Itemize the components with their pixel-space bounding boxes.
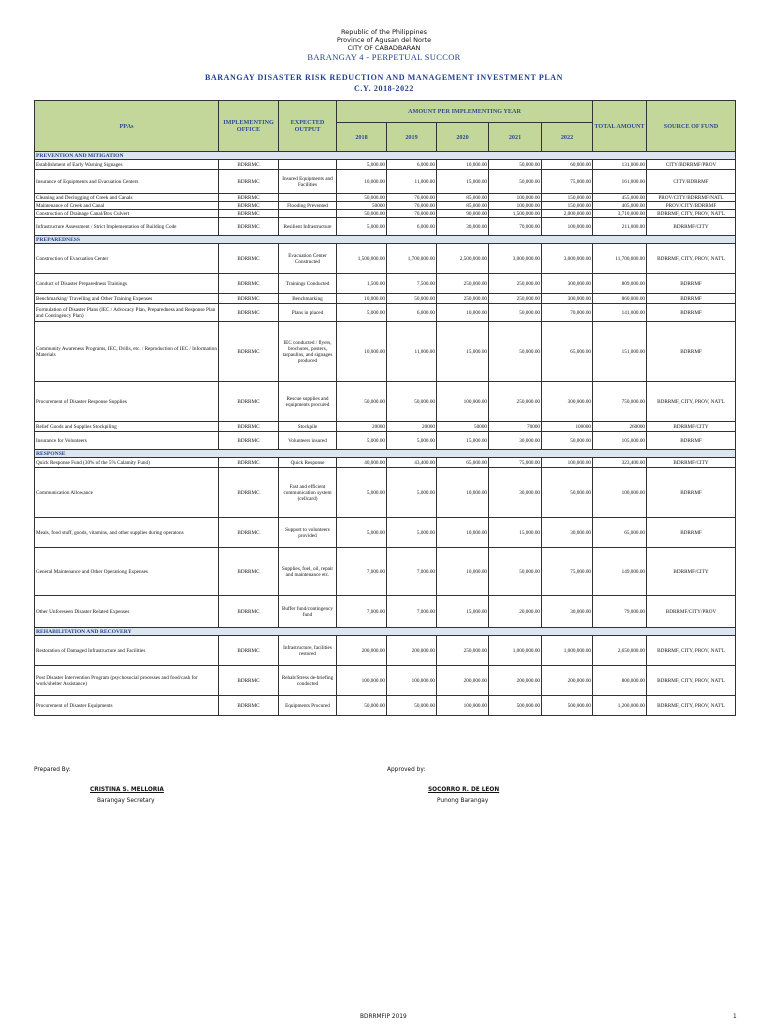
amount-2021: 15,000.00 [489,518,542,548]
table-row [35,696,736,716]
amount-2019: 5,000.00 [387,468,437,518]
amount-2022: 50,000.00 [542,432,593,450]
office-cell: BDRRMC [219,432,279,450]
total-cell: 260000 [593,422,647,432]
page-number: 1 [733,1014,737,1020]
office-cell: BDRRMC [219,696,279,716]
table-row [35,322,736,382]
ppa-cell: Relief Goods and Supplies Stockpiling [35,422,219,432]
total-cell: 131,000.00 [593,160,647,170]
amount-2018: 10,000.00 [337,322,387,382]
table-row [35,596,736,628]
total-cell: 809,000.00 [593,274,647,294]
table-row [35,274,736,294]
amount-2022: 500,000.00 [542,696,593,716]
amount-2020: 100,000.00 [437,696,489,716]
col-ppas: PPAs [35,101,219,152]
output-cell: Infrastructure, facilities restored [279,636,337,666]
total-cell: 323,400.00 [593,458,647,468]
amount-2021: 100,000.00 [489,202,542,210]
office-cell: BDRRMC [219,170,279,194]
table-row [35,202,736,210]
office-cell: BDRRMC [219,468,279,518]
amount-2021: 50,000.00 [489,304,542,322]
fund-cell: PROV/CITY/BDRRMF [647,202,736,210]
table-row [35,304,736,322]
barangay-line: BARANGAY 4 - PERPETUAL SUCCOR [307,52,461,62]
province-line: Province of Agusan del Norte [336,36,432,44]
amount-2020: 10,000.00 [437,304,489,322]
fund-cell: BDRRMF, CITY, PROV, NAT'L [647,382,736,422]
total-cell: 405,000.00 [593,202,647,210]
amount-2022: 50,000.00 [542,468,593,518]
fund-cell: BDRRMF [647,274,736,294]
amount-2019: 7,000.00 [387,548,437,596]
output-cell [279,210,337,218]
output-cell: IEC conducted / flyers, brochures, posters, tarpaulins, and signages produced [279,322,337,382]
ppa-cell: Other Unforeseen Disaster Related Expenses [35,596,219,628]
office-cell: BDRRMC [219,210,279,218]
amount-2019: 1,700,000.00 [387,244,437,274]
amount-2018: 100,000.00 [337,666,387,696]
total-cell: 65,000.00 [593,518,647,548]
plan-body [35,152,736,716]
output-cell: Volunteers insured [279,432,337,450]
ppa-cell: General Maintenance and Other Operationg Expenses [35,548,219,596]
amount-2021: 30,000.00 [489,432,542,450]
total-cell: 11,700,000.00 [593,244,647,274]
amount-2020: 10,000.00 [437,468,489,518]
total-cell: 141,000.00 [593,304,647,322]
amount-2022: 60,000.00 [542,160,593,170]
fund-cell: CITY/BDRRMF [647,170,736,194]
table-row [35,382,736,422]
table-row [35,210,736,218]
amount-2018: 10,000.00 [337,170,387,194]
total-cell: 800,000.00 [593,666,647,696]
office-cell: BDRRMC [219,518,279,548]
amount-2019: 11,000.00 [387,170,437,194]
total-cell: 455,000.00 [593,194,647,202]
office-cell: BDRRMC [219,304,279,322]
amount-2021: 100,000.00 [489,194,542,202]
amount-2018: 7,000.00 [337,548,387,596]
approver-position: Punong Barangay [437,798,489,804]
footer-code: BDRRMFIP 2019 [360,1014,407,1020]
amount-2021: 1,500,000.00 [489,210,542,218]
fund-cell: BDRRMF, CITY, PROV, NAT'L [647,210,736,218]
amount-2022: 3,000,000.00 [542,244,593,274]
ppa-cell: Benchmarking/ Travelling and Other Training Expenses [35,294,219,304]
total-cell: 2,650,000.00 [593,636,647,666]
ppa-cell: Post Disaster Intervention Program (psychosocial processes and food/cash for work/shelter Assistance) [35,666,219,696]
section-title: PREVENTION AND MITIGATION [35,152,736,160]
output-cell [279,160,337,170]
office-cell: BDRRMC [219,194,279,202]
ppa-cell: Procurement of Disaster Equipments [35,696,219,716]
investment-plan-table [34,100,736,716]
amount-2018: 5,000.00 [337,468,387,518]
office-cell: BDRRMC [219,548,279,596]
city-line: CITY OF CABADBARAN [347,44,421,52]
output-cell: Trainings Conducted [279,274,337,294]
amount-2018: 1,500.00 [337,274,387,294]
fund-cell: BDRRMF/CITY [647,458,736,468]
amount-2022: 70,000.00 [542,304,593,322]
col-source-of-fund: SOURCE OF FUND [647,101,736,152]
amount-2019: 5,000.00 [387,518,437,548]
amount-2018: 50,000.00 [337,194,387,202]
amount-2018: 50,000.00 [337,382,387,422]
amount-2018: 10,000.00 [337,294,387,304]
total-cell: 3,710,000.00 [593,210,647,218]
document-header [0,28,768,94]
amount-2022: 200,000.00 [542,666,593,696]
amount-2022: 150,000.00 [542,202,593,210]
amount-2018: 5,000.00 [337,432,387,450]
amount-2020: 85,000.00 [437,202,489,210]
ppa-cell: Meals, food stuff, goods, vitamins, and other supplies during operatons [35,518,219,548]
amount-2018: 50000 [337,202,387,210]
office-cell: BDRRMC [219,422,279,432]
amount-2021: 50,000.00 [489,548,542,596]
output-cell: Quick Response [279,458,337,468]
amount-2020: 200,000.00 [437,666,489,696]
total-cell: 149,000.00 [593,548,647,596]
ppa-cell: Formulation of Disaster Plans (IEC / Advocacy Plan, Preparedness and Response Plan and Contingency Plan) [35,304,219,322]
fund-cell: BDRRMF, CITY, PROV, NAT'L [647,636,736,666]
amount-2022: 2,000,000.00 [542,210,593,218]
output-cell: Supplies, fuel, oil, repair and maintenance etc. [279,548,337,596]
amount-2020: 10,000.00 [437,160,489,170]
amount-2019: 50,000.00 [387,294,437,304]
amount-2020: 85,000.00 [437,194,489,202]
fund-cell: BDRRMF/CITY/PROV [647,596,736,628]
amount-2018: 50,000.00 [337,210,387,218]
amount-2019: 200,000.00 [387,636,437,666]
amount-2020: 90,000.00 [437,210,489,218]
output-cell: Rehab/Stress de-briefing conducted [279,666,337,696]
amount-2022: 30,000.00 [542,596,593,628]
amount-2019: 6,000.00 [387,218,437,236]
col-year-2020: 2020 [437,123,489,152]
office-cell: BDRRMC [219,160,279,170]
fund-cell: BDRRMF/CITY [647,218,736,236]
office-cell: BDRRMC [219,636,279,666]
office-cell: BDRRMC [219,596,279,628]
fund-cell: BDRRMF/CITY [647,548,736,596]
fund-cell: CITY/BDRRMF/PROV [647,160,736,170]
section-row [35,628,736,636]
output-cell: Stockpile [279,422,337,432]
amount-2018: 5,000.00 [337,304,387,322]
amount-2019: 6,000.00 [387,304,437,322]
amount-2022: 300,000.00 [542,274,593,294]
amount-2022: 150,000.00 [542,194,593,202]
total-cell: 100,000.00 [593,468,647,518]
table-row [35,636,736,666]
fund-cell: BDRRMF, CITY, PROV, NAT'L [647,696,736,716]
office-cell: BDRRMC [219,322,279,382]
section-title: REHABILITATION AND RECOVERY [35,628,736,636]
section-title: PREPAREDNESS [35,236,736,244]
amount-2021: 200,000.00 [489,666,542,696]
document-title: BARANGAY DISASTER RISK REDUCTION AND MANAGEMENT INVESTMENT PLAN [204,73,564,82]
amount-2021: 75,000.00 [489,458,542,468]
amount-2022: 100,000.00 [542,218,593,236]
col-year-2018: 2018 [337,123,387,152]
fund-cell: BDRRMF [647,518,736,548]
office-cell: BDRRMC [219,274,279,294]
section-row [35,450,736,458]
amount-2020: 100,000.00 [437,382,489,422]
office-cell: BDRRMC [219,244,279,274]
amount-2021: 20,000.00 [489,596,542,628]
amount-2021: 250,000.00 [489,274,542,294]
amount-2022: 300,000.00 [542,382,593,422]
output-cell: Insured Equipments and Facilities [279,170,337,194]
office-cell: BDRRMC [219,382,279,422]
amount-2020: 10,000.00 [437,548,489,596]
amount-2022: 75,000.00 [542,548,593,596]
office-cell: BDRRMC [219,666,279,696]
preparer-name: CRISTINA S. MELLORIA [90,787,164,793]
amount-2018: 5,000.00 [337,518,387,548]
output-cell: Plans in placed [279,304,337,322]
output-cell: Flooding Prevented [279,202,337,210]
fund-cell: BDRRMF, CITY, PROV, NAT'L [647,666,736,696]
amount-2020: 250,000.00 [437,636,489,666]
total-cell: 161,000.00 [593,170,647,194]
ppa-cell: Maintenance of Creek and Canal [35,202,219,210]
output-cell: Buffer fund/contingency fund [279,596,337,628]
table-row [35,458,736,468]
col-amount-group: AMOUNT PER IMPLEMENTING YEAR [337,101,593,123]
amount-2020: 50000 [437,422,489,432]
amount-2019: 7,500.00 [387,274,437,294]
amount-2018: 5,000.00 [337,218,387,236]
office-cell: BDRRMC [219,458,279,468]
table-row [35,194,736,202]
amount-2020: 65,000.00 [437,458,489,468]
amount-2020: 250,000.00 [437,274,489,294]
section-row [35,236,736,244]
ppa-cell: Infrastructure Assessment / Strict Implementation of Building Code [35,218,219,236]
amount-2018: 5,000.00 [337,160,387,170]
amount-2018: 7,000.00 [337,596,387,628]
amount-2020: 15,000.00 [437,432,489,450]
fund-cell: BDRRMF [647,304,736,322]
table-row [35,294,736,304]
ppa-cell: Quick Response Fund (30% of the 5% Calamity Fund) [35,458,219,468]
amount-2021: 30,000.00 [489,468,542,518]
table-row [35,244,736,274]
amount-2020: 2,500,000.00 [437,244,489,274]
table-row [35,160,736,170]
table-row [35,468,736,518]
amount-2019: 50,000.00 [387,696,437,716]
amount-2019: 70,000.00 [387,194,437,202]
table-row [35,518,736,548]
fund-cell: BDRRMF/CITY [647,422,736,432]
table-row [35,170,736,194]
col-total-amount: TOTAL AMOUNT [593,101,647,152]
amount-2022: 100000 [542,422,593,432]
table-row [35,666,736,696]
output-cell: Evacuation Center Constructed [279,244,337,274]
ppa-cell: Establishment of Early Warning Signages [35,160,219,170]
output-cell: Rescue supplies and equipments procured [279,382,337,422]
ppa-cell: Conduct of Disaster Preparedness Trainings [35,274,219,294]
ppa-cell: Communication Allowance [35,468,219,518]
amount-2021: 70,000.00 [489,218,542,236]
fund-cell: BDRRMF [647,432,736,450]
amount-2018: 20000 [337,422,387,432]
amount-2020: 30,000.00 [437,218,489,236]
output-cell: Resilient Infrastructure [279,218,337,236]
col-year-2021: 2021 [489,123,542,152]
col-year-2022: 2022 [542,123,593,152]
amount-2021: 1,000,000.00 [489,636,542,666]
section-row [35,152,736,160]
fund-cell: BDRRMF [647,322,736,382]
amount-2019: 70,000.00 [387,210,437,218]
ppa-cell: Construction of Drainage Canal/Box Culvert [35,210,219,218]
amount-2021: 500,000.00 [489,696,542,716]
amount-2020: 15,000.00 [437,170,489,194]
amount-2019: 43,400.00 [387,458,437,468]
amount-2021: 50,000.00 [489,322,542,382]
fund-cell: BDRRMF [647,468,736,518]
total-cell: 211,000.00 [593,218,647,236]
office-cell: BDRRMC [219,202,279,210]
amount-2022: 30,000.00 [542,518,593,548]
ppa-cell: Insurance for Volunteers [35,432,219,450]
col-implementing-office: IMPLEMENTING OFFICE [219,101,279,152]
total-cell: 1,200,000.00 [593,696,647,716]
amount-2019: 6,000.00 [387,160,437,170]
output-cell: Equipments Procured [279,696,337,716]
table-row [35,548,736,596]
ppa-cell: Cleaning and Declogging of Creek and Canals [35,194,219,202]
output-cell: Benchmarking [279,294,337,304]
amount-2021: 70000 [489,422,542,432]
country-line: Republic of the Philippines [341,28,427,36]
office-cell: BDRRMC [219,218,279,236]
table-row [35,422,736,432]
section-title: RESPONSE [35,450,736,458]
amount-2019: 70,000.00 [387,202,437,210]
col-year-2019: 2019 [387,123,437,152]
total-cell: 860,000.00 [593,294,647,304]
amount-2022: 65,000.00 [542,322,593,382]
fund-cell: BDRRMF [647,294,736,304]
ppa-cell: Insurance of Equipments and Evacuation Centers [35,170,219,194]
amount-2022: 1,000,000.00 [542,636,593,666]
col-expected-output: EXPECTED OUTPUT [279,101,337,152]
amount-2019: 20000 [387,422,437,432]
total-cell: 79,000.00 [593,596,647,628]
output-cell: Fast and efficient communication system (cellcard) [279,468,337,518]
amount-2021: 250,000.00 [489,294,542,304]
amount-2021: 3,000,000.00 [489,244,542,274]
total-cell: 750,000.00 [593,382,647,422]
preparer-position: Barangay Secretary [97,798,155,804]
amount-2020: 15,000.00 [437,322,489,382]
amount-2019: 5,000.00 [387,432,437,450]
amount-2019: 7,000.00 [387,596,437,628]
approved-by-label: Approved by: [387,767,426,773]
prepared-by-label: Prepared By: [34,767,71,773]
total-cell: 105,000.00 [593,432,647,450]
table-row [35,432,736,450]
amount-2021: 50,000.00 [489,160,542,170]
amount-2020: 10,000.00 [437,518,489,548]
ppa-cell: Community Awareness Programs, IEC, Drills, etc. / Reproduction of IEC / Information Materials [35,322,219,382]
amount-2019: 11,000.00 [387,322,437,382]
amount-2018: 1,500,000.00 [337,244,387,274]
amount-2018: 200,000.00 [337,636,387,666]
amount-2020: 250,000.00 [437,294,489,304]
amount-2022: 100,000.00 [542,458,593,468]
ppa-cell: Restoration of Damaged Infrastructure and Facilities [35,636,219,666]
table-row [35,218,736,236]
office-cell: BDRRMC [219,294,279,304]
fund-cell: PROV/CITY/BDRRMF/NATL [647,194,736,202]
approver-name: SOCORRO R. DE LEON [428,787,500,793]
amount-2021: 250,000.00 [489,382,542,422]
amount-2019: 100,000.00 [387,666,437,696]
amount-2019: 50,000.00 [387,382,437,422]
amount-2018: 50,000.00 [337,696,387,716]
document-period: C.Y. 2018-2022 [354,84,414,93]
amount-2020: 15,000.00 [437,596,489,628]
fund-cell: BDRRMF, CITY, PROV, NAT'L [647,244,736,274]
amount-2021: 50,000.00 [489,170,542,194]
ppa-cell: Procurement of Disaster Response Supplies [35,382,219,422]
output-cell: Support to volunteers provided [279,518,337,548]
amount-2022: 300,000.00 [542,294,593,304]
total-cell: 151,000.00 [593,322,647,382]
amount-2018: 40,000.00 [337,458,387,468]
output-cell [279,194,337,202]
ppa-cell: Construction of Evacuation Center [35,244,219,274]
amount-2022: 75,000.00 [542,170,593,194]
